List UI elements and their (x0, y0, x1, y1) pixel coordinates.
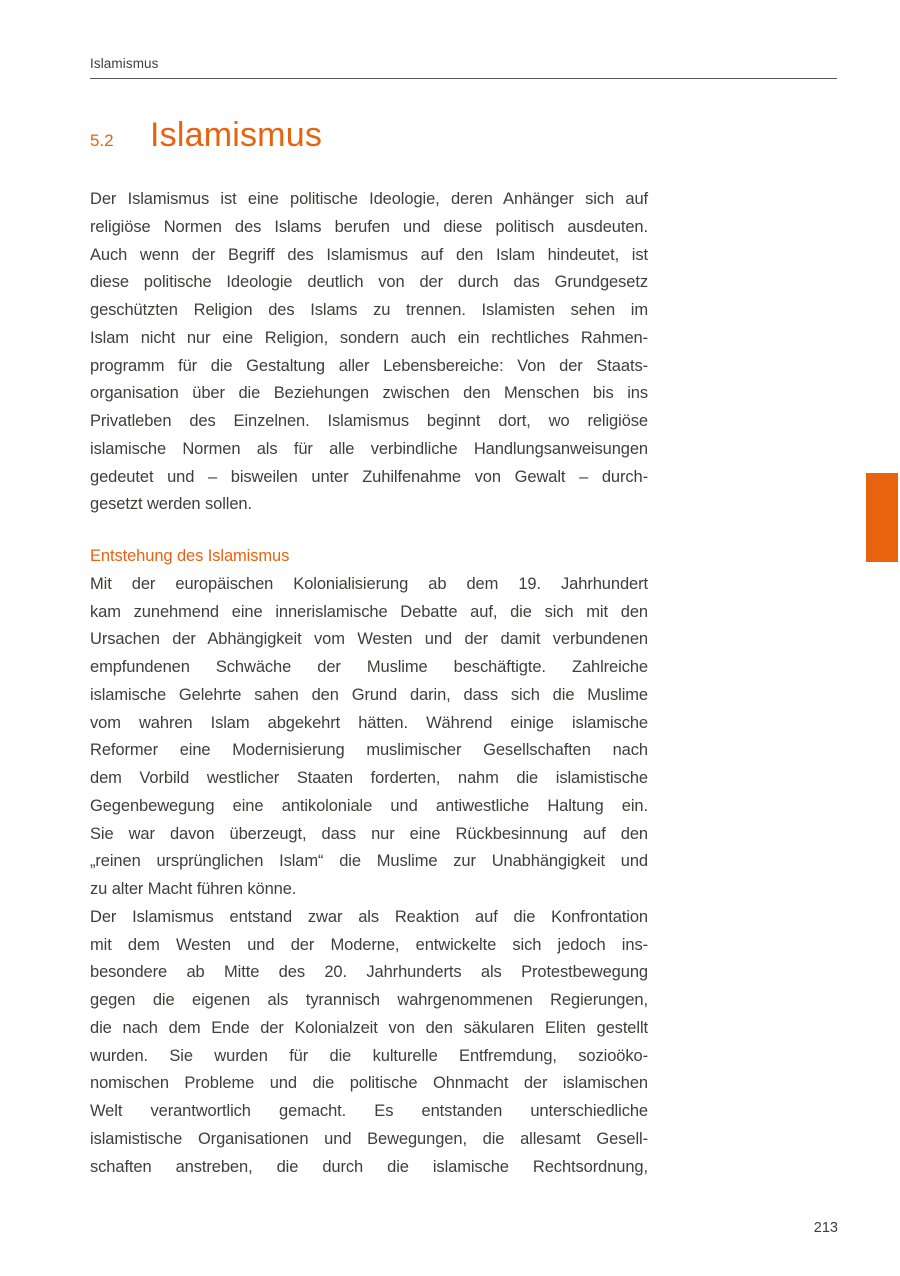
chapter-title-text: Islamismus (150, 116, 323, 154)
text-line: Welt verantwortlich gemacht. Es entstanden unterschiedliche (90, 1102, 648, 1120)
paragraph (90, 904, 648, 1182)
body-text-column (90, 186, 648, 1181)
chapter-title (90, 116, 322, 155)
page-number: 213 (813, 1220, 838, 1236)
text-line: mit dem Westen und der Moderne, entwickelte sich jedoch ins- (90, 935, 648, 954)
text-line: wurden. Sie wurden für die kulturelle Entfremdung, sozioöko- (90, 1046, 648, 1065)
text-line: programm für die Gestaltung aller Lebensbereiche: Von der Staats- (90, 356, 648, 375)
text-line: diese politische Ideologie deutlich von der durch das Grundgesetz (90, 273, 648, 292)
text-line: die nach dem Ende der Kolonialzeit von den säkularen Eliten gestellt (90, 1018, 648, 1037)
text-line: Gegenbewegung eine antikoloniale und antiwestliche Haltung ein. (90, 796, 648, 815)
text-line: islamische Normen als für alle verbindliche Handlungsanweisungen (90, 439, 648, 458)
text-line: schaften anstreben, die durch die islamische Rechtsordnung, (90, 1157, 648, 1176)
text-line: Mit der europäischen Kolonialisierung ab dem 19. Jahrhundert (90, 574, 648, 593)
text-line: gesetzt werden sollen. (90, 495, 252, 514)
text-line: vom wahren Islam abgekehrt hätten. Während einige islamische (90, 713, 648, 732)
text-line: gedeutet und – bisweilen unter Zuhilfenahme von Gewalt – durch- (90, 467, 648, 486)
text-line: gegen die eigenen als tyrannisch wahrgenommenen Regierungen, (90, 991, 648, 1009)
text-line: islamische Gelehrte sahen den Grund darin, dass sich die Muslime (90, 685, 648, 704)
running-header: Islamismus (90, 56, 159, 71)
text-line: Sie war davon überzeugt, dass nur eine Rückbesinnung auf den (90, 824, 648, 843)
text-line: Der Islamismus entstand zwar als Reaktion auf die Konfrontation (90, 907, 648, 926)
text-line: Ursachen der Abhängigkeit vom Westen und der damit verbundenen (90, 630, 648, 649)
chapter-number: 5.2 (90, 131, 114, 150)
text-line: Auch wenn der Begriff des Islamismus auf den Islam hindeutet, ist (90, 245, 648, 264)
text-line: Islam nicht nur eine Religion, sondern auch ein rechtliches Rahmen- (90, 328, 648, 347)
text-line: kam zunehmend eine innerislamische Debatte auf, die sich mit den (90, 602, 648, 621)
text-line: empfundenen Schwäche der Muslime beschäftigte. Zahlreiche (90, 658, 648, 676)
text-line: zu alter Macht führen könne. (90, 880, 297, 898)
text-line: Der Islamismus ist eine politische Ideologie, deren Anhänger sich auf (90, 190, 648, 208)
text-line: islamistische Organisationen und Bewegungen, die allesamt Gesell- (90, 1129, 648, 1148)
text-line: geschützten Religion des Islams zu trennen. Islamisten sehen im (90, 301, 648, 319)
section-heading: Entstehung des Islamismus (90, 547, 290, 565)
text-line: Privatleben des Einzelnen. Islamismus beginnt dort, wo religiöse (90, 412, 648, 430)
paragraph (90, 571, 648, 904)
text-line: organisation über die Beziehungen zwischen den Menschen bis ins (90, 384, 648, 403)
text-line: nomischen Probleme und die politische Ohnmacht der islamischen (90, 1074, 648, 1093)
header-rule (90, 78, 837, 79)
text-line: „reinen ursprünglichen Islam“ die Muslime zur Unabhängigkeit und (90, 852, 648, 871)
text-line: besondere ab Mitte des 20. Jahrhunderts als Protestbewegung (90, 963, 648, 982)
text-line: dem Vorbild westlicher Staaten forderten, nahm die islamistische (90, 769, 648, 787)
text-line: Reformer eine Modernisierung muslimischer Gesellschaften nach (90, 741, 648, 760)
chapter-margin-tab (866, 473, 898, 562)
paragraph (90, 186, 648, 519)
text-line: religiöse Normen des Islams berufen und diese politisch ausdeuten. (90, 217, 648, 236)
